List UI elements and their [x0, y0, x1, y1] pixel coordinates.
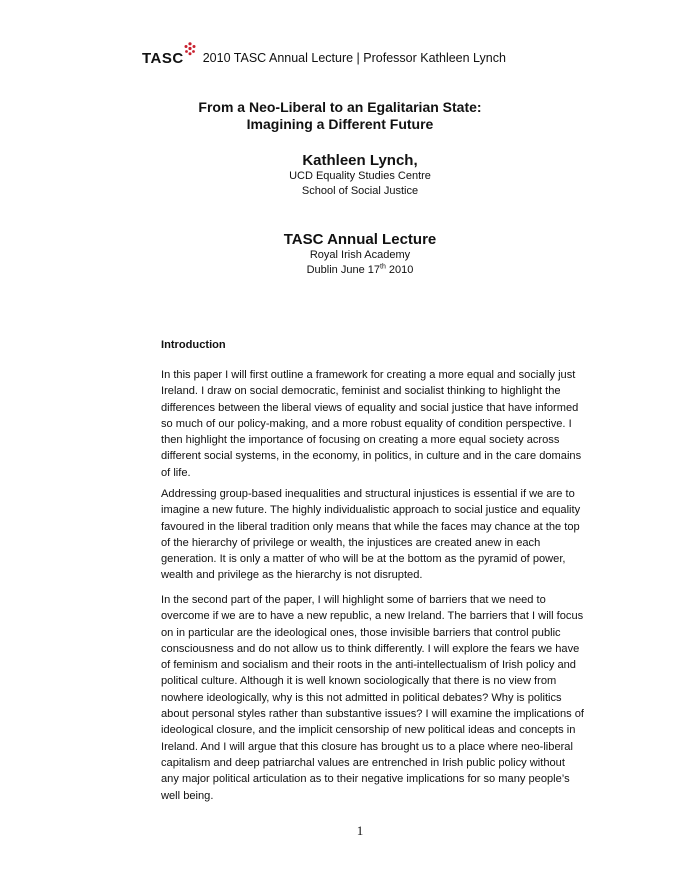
- affiliation-line-1: UCD Equality Studies Centre: [289, 170, 431, 182]
- running-title: 2010 TASC Annual Lecture | Professor Kathleen Lynch: [202, 51, 506, 65]
- people-cluster-icon: [183, 42, 197, 56]
- lecture-name: TASC Annual Lecture: [283, 231, 437, 248]
- title-line-2: Imagining a Different Future: [246, 116, 434, 132]
- body-paragraph-1: In this paper I will first outline a framework for creating a more equal and socially just Ireland. I draw on social democratic, feminist and socialist thinking to highlight the differences between the liberal views of equality and social justice that have informed so much of our policy-making, and a more robust equality of condition perspective. I then highlight the importance of focusing on creating a more equal society across different social systems, in the economy, in politics, in culture and in the care domains of life.: [161, 369, 582, 479]
- page-number: 1: [356, 823, 364, 838]
- lecture-venue: Royal Irish Academy: [309, 249, 411, 261]
- date-superscript: th: [380, 263, 386, 271]
- body-paragraph-2: Addressing group-based inequalities and structural injustices is essential if we are to imagine a new future. The highly individualistic approach to social justice and equality favoured in the liberal tradition only means that while the faces may chance at the top of the hierarchy of privilege or wealth, the injustices are created anew in each generation. It is only a matter of who will be at the bottom as the pyramid of power, wealth and privilege as the hierarchy is not disrupted.: [161, 488, 581, 582]
- date-prefix: Dublin June 17: [306, 264, 380, 276]
- logo-wordmark: TASC: [142, 50, 184, 67]
- document-title: [0, 99, 680, 133]
- lecture-details: [0, 248, 680, 278]
- section-heading-introduction: Introduction: [161, 339, 226, 351]
- tasc-logo: [142, 42, 197, 66]
- title-line-1: From a Neo-Liberal to an Egalitarian State:: [198, 99, 482, 115]
- body-paragraph-3: In the second part of the paper, I will highlight some of barriers that we need to overcome if we are to have a new republic, a new Ireland. The barriers that I will focus on in particular are the ideological ones, those invisible barriers that control public consciousness and do not allow us to think differently. I will explore the fears we have of feminism and socialism and their roots in the anti-intellectualism of Irish policy and political culture. Although it is well known sociologically that there is no view from nowhere ideologically, why is this not admitted in political debates? Why is politics about personal styles rather than substantive issues? I will examine the implications of ideological closure, and the implicit censorship of new political ideas and concepts in Ireland. And I will argue that this closure has brought us to a place where neo-liberal capitalism and deep patriarchal values are entrenched in Irish public policy without any major political articulation as to their negative implications for so many people’s well being.: [161, 594, 585, 802]
- lecture-date: [0, 263, 680, 278]
- affiliation-line-2: School of Social Justice: [301, 185, 419, 197]
- author-name: Kathleen Lynch,: [302, 152, 418, 169]
- date-suffix: 2010: [385, 264, 414, 276]
- author-affiliation: [0, 169, 680, 199]
- running-header: [142, 40, 506, 66]
